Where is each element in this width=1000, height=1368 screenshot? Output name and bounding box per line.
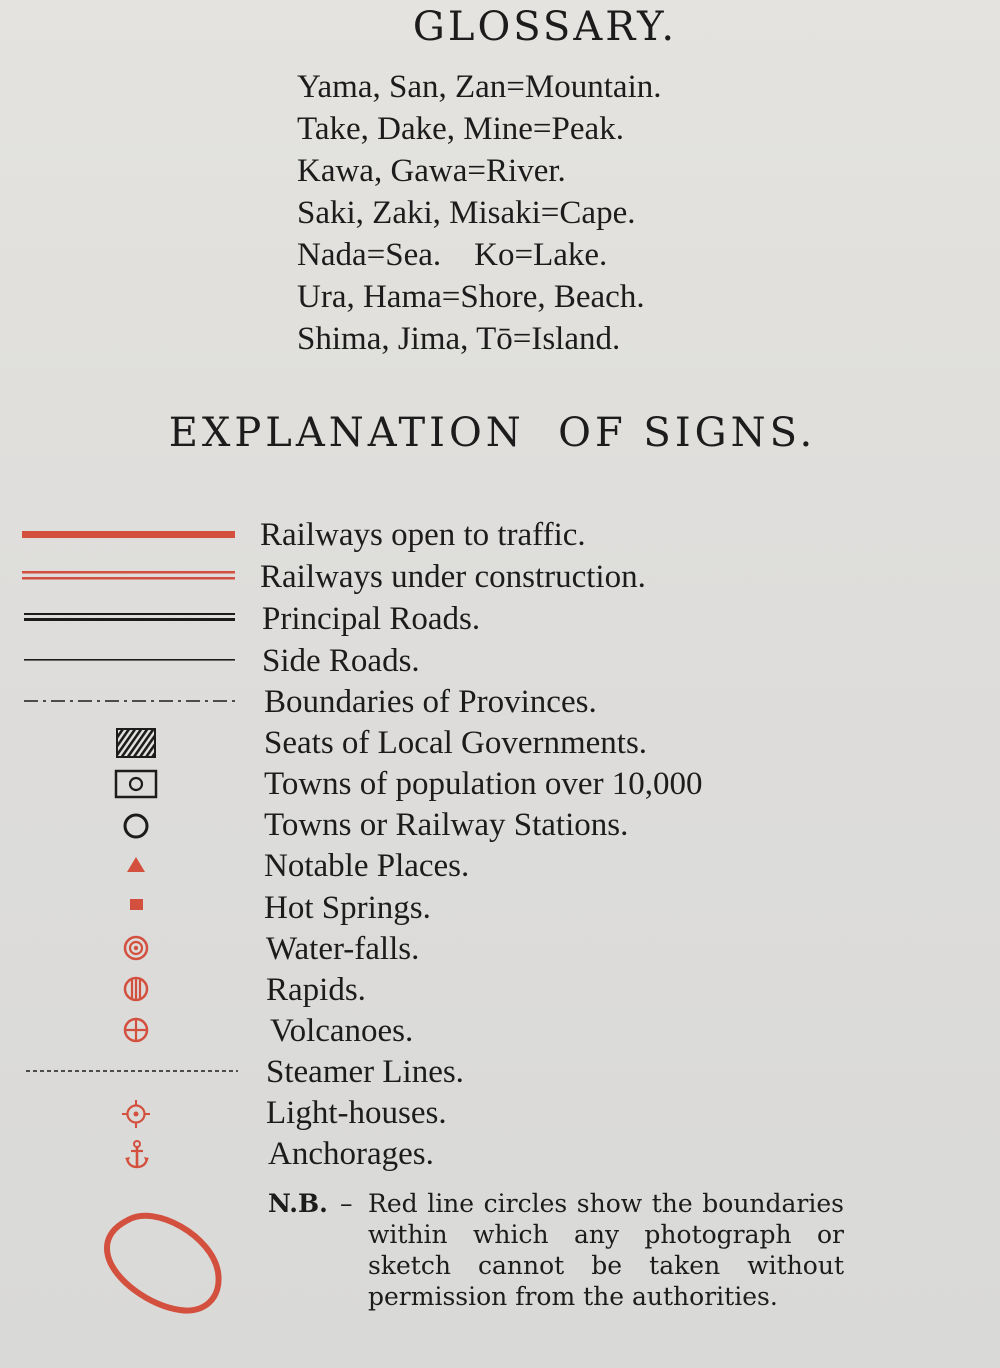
legend-label: Light-houses. [266, 1095, 447, 1131]
legend-row-anchorages [0, 1133, 1000, 1175]
legend-label: Towns or Railway Stations. [264, 807, 629, 843]
legend-row-side-roads [0, 640, 1000, 682]
side-road-line [24, 656, 239, 664]
red-square-icon [128, 897, 146, 915]
steamer-dotted-line [26, 1067, 241, 1075]
glossary-entry: Saki, Zaki, Misaki=Cape. [297, 195, 636, 231]
legend-label: Boundaries of Provinces. [264, 684, 597, 720]
legend-label: Steamer Lines. [266, 1054, 464, 1090]
glossary-title: GLOSSARY. [412, 4, 678, 50]
province-boundary-line [24, 697, 239, 705]
legend-label: Railways open to traffic. [260, 517, 586, 553]
boxed-circle-icon [114, 769, 160, 801]
glossary-entry: Take, Dake, Mine=Peak. [297, 111, 624, 147]
glossary-list [297, 66, 897, 360]
legend-row-volcanoes [0, 1010, 1000, 1052]
legend-label: Hot Springs. [264, 890, 431, 926]
glossary-entry: Yama, San, Zan=Mountain. [297, 69, 662, 105]
red-striped-circle-icon [122, 975, 150, 1003]
legend-row-seats-of-government [0, 722, 1000, 764]
note-text: Red line circles show the boundaries within which any photograph or sketch cannot be taken without permission from the authorities. [368, 1189, 844, 1311]
red-concentric-circle-icon [122, 934, 150, 962]
note-dash: – [340, 1189, 353, 1218]
glossary-entry: Ura, Hama=Shore, Beach. [297, 279, 645, 315]
red-lighthouse-icon [120, 1098, 152, 1130]
legend-row-steamer-lines [0, 1051, 1000, 1093]
glossary-entry: Nada=Sea. Ko=Lake. [297, 237, 608, 273]
legend-label: Volcanoes. [270, 1013, 414, 1049]
legend-row-principal-roads [0, 598, 1000, 640]
legend-row-notable-places [0, 845, 1000, 887]
legend-label: Anchorages. [268, 1136, 434, 1172]
legend-row-towns-over-10000 [0, 763, 1000, 805]
legend-row-railways-construction [0, 556, 1000, 598]
principal-road-line [24, 610, 239, 626]
legend-label: Railways under construction. [260, 559, 646, 595]
legend-row-railways-open [0, 514, 1000, 556]
legend-label: Water-falls. [266, 931, 420, 967]
legend-row-waterfalls [0, 928, 1000, 970]
railway-open-line [22, 528, 237, 542]
legend-row-province-boundaries [0, 681, 1000, 723]
legend-row-lighthouses [0, 1092, 1000, 1134]
legend-row-hot-springs [0, 887, 1000, 929]
legend-row-towns-stations [0, 804, 1000, 846]
red-boundary-circle-icon [100, 1206, 230, 1322]
hatched-square-icon [116, 728, 158, 760]
legend-label: Notable Places. [264, 848, 470, 884]
railway-construction-line [22, 568, 237, 584]
legend-label: Seats of Local Governments. [264, 725, 648, 761]
legend-label: Towns of population over 10,000 [264, 766, 703, 802]
red-crossed-circle-icon [122, 1016, 150, 1044]
red-anchor-icon [122, 1139, 152, 1171]
legend-label: Rapids. [266, 972, 366, 1008]
note-tag: N.B. [268, 1189, 328, 1218]
legend-row-rapids [0, 969, 1000, 1011]
signs-title: EXPLANATION OF SIGNS. [168, 410, 817, 456]
glossary-entry: Shima, Jima, Tō=Island. [297, 321, 621, 357]
red-triangle-icon [126, 855, 148, 875]
legend-label: Side Roads. [262, 643, 420, 679]
circle-icon [122, 812, 152, 842]
legend-label: Principal Roads. [262, 601, 481, 637]
glossary-entry: Kawa, Gawa=River. [297, 153, 566, 189]
